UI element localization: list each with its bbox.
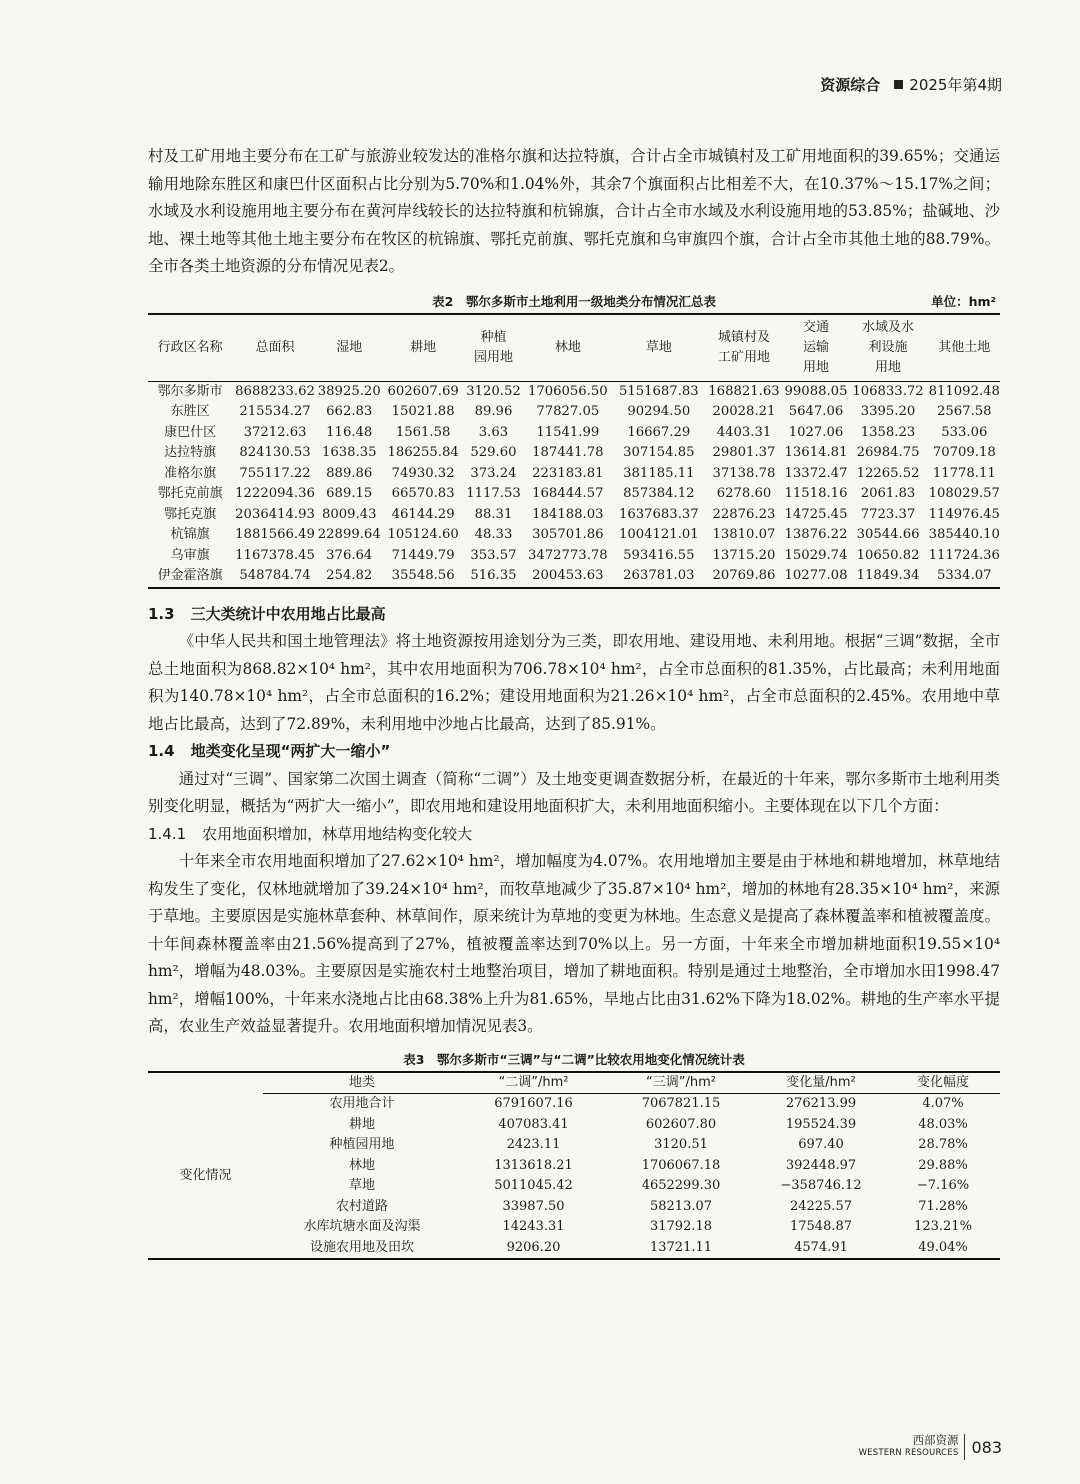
table-cell: −7.16% [916, 1178, 970, 1193]
table-cell: 9206.20 [506, 1239, 561, 1255]
table-cell: 824130.53 [239, 445, 311, 460]
table-cell: 392448.97 [785, 1157, 857, 1173]
table-cell: 30544.66 [856, 527, 920, 542]
table2-header-cell: 草地 [645, 339, 672, 355]
table-cell: 307154.85 [623, 445, 695, 460]
table-row [148, 505, 1000, 526]
table-cell: 17548.87 [789, 1219, 853, 1234]
table-cell: 516.35 [470, 568, 517, 583]
table-cell: 1881566.49 [235, 527, 315, 542]
table2-header-cell: 湿地 [336, 339, 363, 355]
table-cell: 31792.18 [649, 1219, 713, 1234]
table-cell: 15029.74 [784, 547, 848, 563]
journal-section: 资源综合 [820, 76, 881, 94]
table-cell: 11778.11 [932, 465, 996, 481]
table-cell: 74930.32 [391, 465, 455, 481]
table-cell: 5011045.42 [494, 1178, 573, 1193]
table-cell: 71.28% [918, 1198, 968, 1214]
table-cell: 889.86 [326, 465, 373, 481]
table-cell: 2061.83 [860, 486, 916, 501]
table-cell: 8688233.62 [235, 383, 315, 399]
table-cell: 48.33 [474, 527, 513, 542]
table-cell: 11849.34 [856, 568, 920, 583]
table-row [148, 402, 1000, 423]
table-cell: 37138.78 [712, 465, 776, 481]
table-cell: 3.63 [478, 424, 509, 440]
table2-header-cell: 总面积 [255, 339, 295, 355]
table3-header-cell: “二调”/hm² [461, 1072, 606, 1094]
region-name-cell: 伊金霍洛旗 [157, 568, 223, 583]
table-cell: 35548.56 [391, 568, 455, 583]
table-row [148, 381, 1000, 402]
region-name-cell: 鄂尔多斯市 [157, 383, 223, 399]
region-name-cell: 准格尔旗 [164, 465, 217, 481]
table-cell: 697.40 [798, 1137, 844, 1152]
table-cell: 254.82 [326, 568, 373, 583]
region-name-cell: 鄂托克旗 [164, 506, 217, 522]
table2-caption [148, 291, 1000, 313]
table-cell: 3472773.78 [527, 547, 608, 563]
table-cell: 276213.99 [785, 1096, 857, 1111]
table-cell: 37212.63 [243, 424, 307, 440]
table-row [148, 484, 1000, 505]
table-cell: 1313618.21 [494, 1157, 573, 1173]
table-cell: 385440.10 [928, 527, 1000, 542]
region-name-cell: 鄂托克前旗 [157, 486, 223, 501]
table-cell: 99088.05 [784, 383, 848, 399]
region-name-cell: 达拉特旗 [164, 445, 217, 460]
table-cell: 8009.43 [321, 506, 377, 522]
table3 [148, 1071, 1000, 1261]
table-cell: 22899.64 [317, 527, 381, 542]
table-row [148, 1197, 1000, 1218]
table-cell: 16667.29 [627, 424, 691, 440]
land-type-cell: 农村道路 [335, 1198, 388, 1214]
table3-title: 表3 鄂尔多斯市“三调”与“二调”比较农用地变化情况统计表 [403, 1051, 745, 1067]
table-cell: 13614.81 [784, 445, 848, 460]
table-cell: 5151687.83 [618, 383, 699, 399]
table-cell: 29801.37 [712, 445, 776, 460]
table-cell: 223183.81 [532, 465, 604, 481]
section-title: 地类变化呈现“两扩大一缩小” [190, 742, 391, 760]
table-cell: 263781.03 [623, 568, 695, 583]
table-cell: 106833.72 [852, 383, 924, 399]
table-cell: 14725.45 [784, 506, 848, 522]
brand-cn: 西部资源 [912, 1433, 959, 1447]
table-row [148, 1135, 1000, 1156]
table-cell: 215534.27 [239, 404, 311, 419]
table-cell: 7067821.15 [641, 1096, 721, 1111]
table-row [148, 464, 1000, 485]
table-cell: 548784.74 [239, 568, 311, 583]
table-row [148, 423, 1000, 444]
table2-title: 表2 鄂尔多斯市土地利用一级地类分布情况汇总表 [432, 293, 716, 309]
table-cell: 70709.18 [932, 445, 996, 460]
table-cell: 1561.58 [395, 424, 451, 440]
table-cell: 811092.48 [928, 383, 1000, 399]
table-row [148, 1156, 1000, 1177]
table-row [148, 1094, 1000, 1115]
table2-header-cell: 其他土地 [938, 339, 991, 355]
table-cell: 533.06 [941, 424, 988, 440]
table-cell: 33987.50 [502, 1198, 565, 1214]
table-row [148, 525, 1000, 546]
table-cell: 373.24 [470, 465, 517, 481]
table2-header-cell: 种植 园用地 [473, 329, 513, 365]
table-cell: 195524.39 [785, 1116, 857, 1132]
paragraph-land-change: 通过对“三调”、国家第二次国土调查（简称“二调”）及土地变更调查数据分析，在最近的十年来，鄂尔多斯市土地利用类别变化明显，概括为“两扩大一缩小”，即农用地和建设用地面积扩大，未利用地面积缩小。主要体现在以下几个方面： [148, 769, 1000, 815]
table-cell: 376.64 [326, 547, 373, 563]
table-cell: 10650.82 [856, 547, 920, 563]
footer-divider [964, 1434, 965, 1460]
table-row [148, 566, 1000, 588]
page-number: 083 [971, 1437, 1002, 1457]
table-cell: 168821.63 [708, 383, 780, 399]
section-1-4-1-heading [148, 821, 1000, 849]
table-cell: 29.88% [918, 1157, 968, 1173]
table-cell: 38925.20 [317, 383, 381, 399]
table-row [148, 546, 1000, 567]
brand-en: WESTERN RESOURCES [858, 1448, 959, 1458]
table-cell: 49.04% [918, 1239, 968, 1255]
table-cell: 90294.50 [627, 404, 691, 419]
region-name-cell: 东胜区 [170, 404, 210, 419]
table-cell: 1222094.36 [235, 486, 315, 501]
table-cell: 20028.21 [712, 404, 776, 419]
table-cell: 305701.86 [532, 527, 604, 542]
table-cell: 353.57 [470, 547, 517, 563]
table3-header-row [148, 1072, 1000, 1094]
table-cell: 13721.11 [649, 1239, 713, 1255]
paragraph-three-categories: 《中华人民共和国土地管理法》将土地资源按用途划分为三类，即农用地、建设用地、未利用地。根据“三调”数据，全市总土地面积为868.82×10⁴ hm²，其中农用地面积为706.78×10⁴ hm²，占全市总面积的81.35%，占比最高；未利用地面积为140.78×10⁴ hm²，占全市总面积的16.2%；建设用地面积为21.26×10⁴ hm²，占全市总面积的2.45%。农用地中草地占比最高，达到了72.89%，未利用地中沙地占比最高，达到了85.91%。 [148, 632, 1000, 733]
region-name-cell: 康巴什区 [164, 424, 217, 440]
table-cell: 1027.06 [788, 424, 844, 440]
land-type-cell: 林地 [348, 1157, 375, 1173]
table-cell: 77827.05 [536, 404, 600, 419]
table-cell: 186255.84 [387, 445, 459, 460]
land-type-cell: 农用地合计 [329, 1096, 395, 1111]
section-number: 1.3 [148, 604, 175, 623]
table-cell: 1706056.50 [527, 383, 608, 399]
land-type-cell: 种植园用地 [329, 1137, 395, 1152]
table-cell: 28.78% [918, 1137, 968, 1152]
table-cell: 3120.52 [466, 383, 521, 399]
table-cell: 602607.80 [645, 1116, 717, 1132]
table-cell: 1358.23 [860, 424, 916, 440]
section-1-4-heading [148, 738, 1000, 766]
table2 [148, 313, 1000, 589]
paragraph-land-distribution: 村及工矿用地主要分布在工矿与旅游业较发达的准格尔旗和达拉特旗，合计占全市城镇村及工矿用地面积的39.65%；交通运输用地除东胜区和康巴什区面积占比分别为5.70%和1.04%外，其余7个旗面积占比相差不大，在10.37%～15.17%之间；水域及水利设施用地主要分布在黄河岸线较长的达拉特旗和杭锦旗，合计占全市水域及水利设施用地的53.85%；盐碱地、沙地、裸土地等其他土地主要分布在牧区的杭锦旗、鄂托克前旗、鄂托克旗和乌审旗四个旗，合计占全市其他土地的88.79%。全市各类土地资源的分布情况见表2。 [148, 147, 1000, 275]
table-cell: 48.03% [918, 1116, 968, 1132]
section-1-3-heading [148, 601, 1000, 629]
paragraph-agricultural-increase: 十年来全市农用地面积增加了27.62×10⁴ hm²，增加幅度为4.07%。农用地增加主要是由于林地和耕地增加，林草地结构发生了变化，仅林地就增加了39.24×10⁴ hm²，而牧草地减少了35.87×10⁴ hm²，增加的林地有28.35×10⁴ hm²，来源于草地。主要原因是实施林草套种、林草间作，原来统计为草地的变更为林地。生态意义是提高了森林覆盖率和植被覆盖度。十年间森林覆盖率由21.56%提高到了27%，植被覆盖率达到70%以上。另一方面，十年来全市增加耕地面积19.55×10⁴ hm²，增幅为48.03%。主要原因是实施农村土地整治项目，增加了耕地面积。特别是通过土地整治，全市增加水田1998.47 hm²，增幅100%，十年来水浇地占比由68.38%上升为81.65%，旱地占比由31.62%下降为18.02%。耕地的生产率水平提高，农业生产效益显著提升。农用地面积增加情况见表3。 [148, 852, 1000, 1035]
table-cell: 2036414.93 [235, 506, 315, 522]
table-cell: 13810.07 [712, 527, 776, 542]
table-cell: 407083.41 [498, 1116, 569, 1132]
table2-header-row [148, 314, 1000, 382]
table-cell: 1117.53 [466, 486, 521, 501]
table-cell: 5334.07 [937, 568, 992, 583]
table-cell: 15021.88 [391, 404, 455, 419]
table-cell: 114976.45 [928, 506, 1000, 522]
table-cell: 11541.99 [536, 424, 600, 440]
section-title: 农用地面积增加，林草用地结构变化较大 [202, 824, 473, 843]
table-cell: 381185.11 [623, 465, 695, 481]
table-row [148, 1238, 1000, 1260]
table-cell: 3395.20 [860, 404, 916, 419]
table-cell: 13715.20 [712, 547, 776, 563]
table-cell: 6278.60 [716, 486, 772, 501]
table-cell: 24225.57 [789, 1198, 853, 1214]
table-cell: 10277.08 [784, 568, 848, 583]
table-cell: 66570.83 [391, 486, 455, 501]
article-body [148, 0, 1000, 1260]
table3-header-cell: 变化量/hm² [756, 1072, 886, 1094]
table-cell: 4.07% [922, 1096, 964, 1111]
journal-brand [859, 1434, 959, 1460]
table-row [148, 1115, 1000, 1136]
table-cell: 22876.23 [712, 506, 776, 522]
section-number: 1.4.1 [148, 824, 187, 843]
land-type-cell: 草地 [348, 1178, 375, 1193]
table-cell: 26984.75 [856, 445, 920, 460]
table-cell: 46144.29 [391, 506, 455, 522]
table-cell: 89.96 [474, 404, 513, 419]
table3-group-label: 变化情况 [179, 1167, 232, 1183]
section-title: 三大类统计中农用地占比最高 [190, 604, 386, 623]
table2-unit: 单位：hm² [931, 293, 996, 309]
table-cell: 187441.78 [532, 445, 604, 460]
table-cell: 4403.31 [716, 424, 772, 440]
table-cell: 168444.57 [532, 486, 604, 501]
table-cell: 593416.55 [623, 547, 695, 563]
region-name-cell: 乌审旗 [170, 547, 210, 563]
table-cell: 111724.36 [928, 547, 1000, 563]
table3-header-cell: 地类 [263, 1072, 461, 1094]
land-type-cell: 设施农用地及田坎 [309, 1239, 414, 1255]
table2-header-cell: 交通 运输 用地 [802, 319, 829, 375]
page-footer [859, 1434, 1002, 1460]
table-cell: 1004121.01 [618, 527, 699, 542]
table-cell: −358746.12 [780, 1178, 862, 1193]
table-cell: 123.21% [914, 1219, 972, 1234]
table-row [148, 1176, 1000, 1197]
table3-corner [148, 1072, 263, 1094]
table-cell: 12265.52 [856, 465, 920, 481]
table-cell: 4574.91 [794, 1239, 848, 1255]
table2-header-cell: 行政区名称 [157, 339, 223, 355]
table-cell: 108029.57 [928, 486, 1000, 501]
table2-header-cell: 水域及水 利设施 用地 [862, 319, 915, 375]
table-cell: 4652299.30 [641, 1178, 721, 1193]
land-type-cell: 水库坑塘水面及沟渠 [303, 1219, 421, 1234]
table-cell: 2567.58 [937, 404, 992, 419]
table-cell: 6791607.16 [494, 1096, 573, 1111]
table-cell: 1167378.45 [235, 547, 315, 563]
table3-header-cell: 变化幅度 [886, 1072, 1000, 1094]
table-row [148, 1217, 1000, 1238]
table-cell: 20769.86 [712, 568, 776, 583]
table-cell: 1706067.18 [641, 1157, 721, 1173]
table-cell: 116.48 [326, 424, 373, 440]
section-number: 1.4 [148, 742, 175, 760]
table-cell: 13372.47 [784, 465, 848, 481]
table2-header-cell: 城镇村及 工矿用地 [717, 329, 770, 365]
region-name-cell: 杭锦旗 [170, 527, 210, 542]
table-cell: 105124.60 [387, 527, 459, 542]
table-cell: 2423.11 [506, 1137, 561, 1152]
table-cell: 58213.07 [649, 1198, 713, 1214]
table-cell: 1637683.37 [618, 506, 699, 522]
table-cell: 200453.63 [532, 568, 604, 583]
table-cell: 662.83 [326, 404, 373, 419]
table-cell: 529.60 [470, 445, 517, 460]
table-cell: 857384.12 [623, 486, 695, 501]
land-type-cell: 耕地 [348, 1116, 375, 1132]
table3-header-cell: “三调”/hm² [606, 1072, 756, 1094]
table2-header-cell: 耕地 [410, 339, 437, 355]
table-row [148, 443, 1000, 464]
table-cell: 184188.03 [532, 506, 604, 522]
table-cell: 689.15 [326, 486, 373, 501]
table-cell: 602607.69 [387, 383, 459, 399]
table3-caption [148, 1049, 1000, 1071]
table-cell: 13876.22 [784, 527, 848, 542]
table-cell: 14243.31 [502, 1219, 565, 1234]
table-cell: 7723.37 [860, 506, 916, 522]
table-cell: 1638.35 [321, 445, 377, 460]
table-cell: 5647.06 [788, 404, 844, 419]
table-cell: 88.31 [474, 506, 513, 522]
table-cell: 755117.22 [239, 465, 311, 481]
table-cell: 11518.16 [784, 486, 848, 501]
issue-label: 2025年第4期 [909, 76, 1002, 94]
table-cell: 71449.79 [391, 547, 455, 563]
table-cell: 3120.51 [654, 1137, 708, 1152]
table2-header-cell: 林地 [554, 339, 581, 355]
